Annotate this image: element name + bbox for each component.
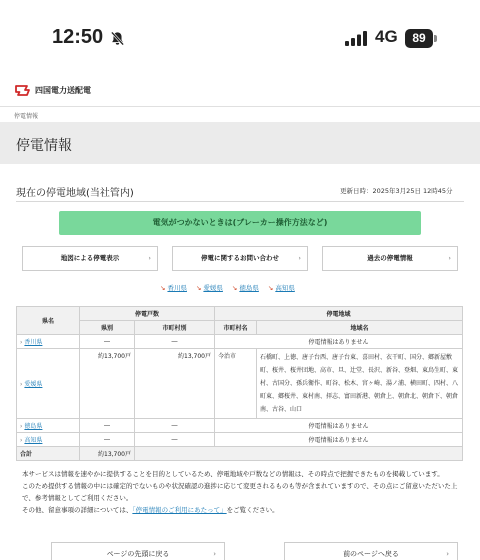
updated-timestamp: 更新日時：2025年3月25日 12時45分	[340, 187, 453, 195]
pref-cell	[17, 433, 80, 447]
note-paragraph-2: このため提供する情報の中には確定的でないものや状況確認の進捗に応じて変更されるものも等が含まれていますので、その点にご留意いただいた上で、参考情報としてご利用ください。	[22, 482, 458, 502]
total-count: 約13,700戸	[80, 447, 135, 461]
status-time: 12:50	[52, 26, 104, 48]
pref-link-tokushima[interactable]: ↘ 徳島県	[231, 284, 259, 292]
section-title: 現在の停電地域(当社管内)	[16, 188, 134, 199]
pref-count-cell: ―	[80, 433, 135, 447]
brand-name: 四国電力送配電	[35, 86, 91, 95]
places-cell: 石橋町、上徳、唐子台西、唐子台東、喜田村、衣干町、国分、郷新屋敷町、桜井、桜井団地、高市、旦、辻堂、長沢、新谷、登畑、東鳥生町、東村、古国分、孫兵衛作、町谷、松木、宮ヶ崎、湯ノ浦、横田町、四村、八町東、郷桜井、東村南、拝志、富田新港、朝倉上、朝倉北、朝倉下、朝倉南、古谷、山口	[257, 349, 463, 419]
pref-cell	[17, 419, 80, 433]
table-header-row	[17, 307, 463, 321]
city-count-cell: ―	[135, 433, 215, 447]
chevron-right-icon: ›	[20, 339, 23, 346]
th-prefecture: 県名	[17, 307, 80, 335]
table-row	[17, 419, 463, 433]
chevron-right-icon: ›	[213, 550, 216, 558]
brand-logo-link[interactable]	[14, 84, 91, 97]
prefecture-links	[160, 283, 295, 292]
back-to-top-button[interactable]	[51, 542, 225, 560]
no-outage-cell: 停電情報はありません	[215, 433, 463, 447]
chevron-right-icon: ›	[20, 423, 23, 430]
no-power-help-button[interactable]: 電気がつかないときは(ブレーカー操作方法など)	[59, 211, 421, 235]
chevron-right-icon: ›	[446, 550, 449, 558]
th-households: 停電戸数	[80, 307, 215, 321]
pref-count-cell: ―	[80, 419, 135, 433]
silent-bell-icon	[110, 31, 125, 46]
map-view-button[interactable]	[22, 246, 158, 271]
network-type: 4G	[375, 27, 398, 46]
pref-link-kochi[interactable]: ↘ 高知県	[267, 284, 295, 292]
table-row	[17, 349, 463, 419]
map-view-label: 地図による停電表示	[60, 254, 120, 262]
pref-cell	[17, 349, 80, 419]
header-divider	[0, 106, 480, 107]
page-title-band	[0, 122, 480, 164]
cell-signal-icon	[345, 31, 369, 46]
table-row	[17, 433, 463, 447]
pref-link-kochi-row[interactable]: 高知県	[24, 437, 43, 444]
total-filler	[135, 447, 463, 461]
note-paragraph-1: 本サービスは情報を速やかに提供することを目的としているため、停電地域や戸数などの情報は、その時点で把握できたものを掲載しています。	[22, 470, 444, 478]
table-total-row	[17, 447, 463, 461]
yonden-logo-icon	[14, 84, 31, 97]
past-outages-label: 過去の停電情報	[367, 254, 413, 262]
past-outages-button[interactable]	[322, 246, 458, 271]
arrow-down-icon: ↘	[195, 284, 202, 292]
notes	[22, 468, 467, 516]
chevron-right-icon: ›	[148, 254, 151, 262]
chevron-right-icon: ›	[20, 437, 23, 444]
arrow-down-icon: ↘	[231, 284, 238, 292]
city-count-cell: ―	[135, 419, 215, 433]
status-bar	[0, 0, 480, 78]
th-city: 市町村名	[215, 321, 257, 335]
chevron-right-icon: ›	[448, 254, 451, 262]
city-count-cell: 約13,700戸	[135, 349, 215, 419]
total-label: 合計	[17, 447, 80, 461]
chevron-right-icon: ›	[20, 381, 23, 388]
pref-link-ehime[interactable]: ↘ 愛媛県	[195, 284, 223, 292]
city-cell: 今治市	[215, 349, 257, 419]
table-row	[17, 335, 463, 349]
city-count-cell: ―	[135, 335, 215, 349]
contact-button[interactable]	[172, 246, 308, 271]
contact-label: 停電に関するお問い合わせ	[201, 254, 279, 262]
battery-tip	[434, 35, 437, 42]
back-to-top-label: ページの先頭に戻る	[106, 550, 170, 558]
pref-link-tokushima-row[interactable]: 徳島県	[24, 423, 43, 430]
page-title: 停電情報	[16, 138, 72, 154]
pref-cell	[17, 335, 80, 349]
note-paragraph-3: その他、留意事項の詳細については、「停電情報のご利用にあたって」をご覧ください。	[22, 506, 279, 514]
previous-page-label: 前のページへ戻る	[343, 550, 399, 558]
no-outage-cell: 停電情報はありません	[215, 419, 463, 433]
no-outage-cell: 停電情報はありません	[215, 335, 463, 349]
chevron-right-icon: ›	[298, 254, 301, 262]
th-area: 停電地域	[215, 307, 463, 321]
outage-table	[16, 306, 463, 461]
usage-notes-link[interactable]: 「停電情報のご利用にあたって」	[132, 506, 227, 514]
table-subheader-row	[17, 321, 463, 335]
pref-count-cell: ―	[80, 335, 135, 349]
previous-page-button[interactable]	[284, 542, 458, 560]
th-place: 地域名	[257, 321, 463, 335]
pref-count-cell: 約13,700戸	[80, 349, 135, 419]
pref-link-kagawa-row[interactable]: 香川県	[24, 339, 43, 346]
section-divider	[16, 201, 464, 202]
breadcrumb: 停電情報	[14, 113, 39, 120]
pref-link-kagawa[interactable]: ↘ 香川県	[160, 284, 187, 292]
arrow-down-icon: ↘	[267, 284, 274, 292]
th-by-city: 市町村別	[135, 321, 215, 335]
arrow-down-icon: ↘	[160, 284, 166, 292]
pref-link-ehime-row[interactable]: 愛媛県	[24, 381, 43, 388]
battery-icon: 89	[405, 29, 433, 48]
th-by-pref: 県別	[80, 321, 135, 335]
